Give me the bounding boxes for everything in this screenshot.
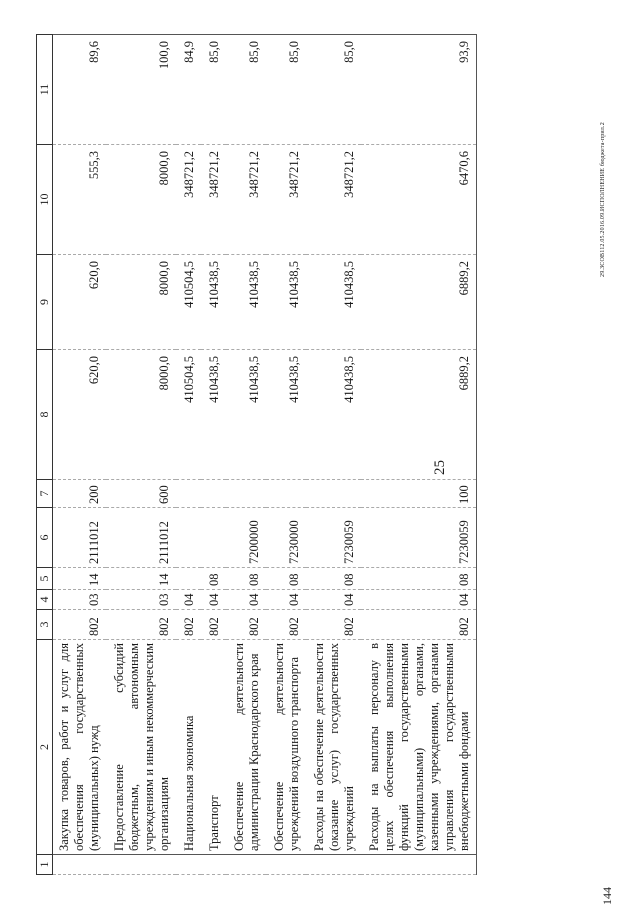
cell-rz: 04 — [176, 590, 201, 610]
table-row — [106, 35, 176, 875]
cell-isp: 6470,6 — [361, 145, 477, 255]
cell-ved: 802 — [361, 610, 477, 640]
cell-csr: 7230059 — [306, 508, 361, 568]
cell-ved: 802 — [226, 610, 266, 640]
cell-empty — [266, 855, 306, 875]
cell-isp: 348721,2 — [266, 145, 306, 255]
cell-ved: 802 — [176, 610, 201, 640]
cell-empty — [53, 855, 107, 875]
footer-filename: 29.ЗСОВ112.05.2016.09.ИСПОЛНЕНИЕ бюджета-прил.2 — [600, 122, 606, 277]
cell-pr: 08 — [361, 568, 477, 590]
cell-plan: 410438,5 — [201, 350, 226, 480]
cell-vr: 100 — [361, 480, 477, 508]
cell-utv: 8000,0 — [106, 255, 176, 350]
cell-csr: 7230059 — [361, 508, 477, 568]
cell-vr — [306, 480, 361, 508]
cell-utv: 410504,5 — [176, 255, 201, 350]
cell-empty — [201, 855, 226, 875]
cell-plan: 6889,2 — [361, 350, 477, 480]
cell-rz: 04 — [306, 590, 361, 610]
cell-isp: 348721,2 — [201, 145, 226, 255]
table-row — [226, 35, 266, 875]
cell-pct: 93,9 — [361, 35, 477, 145]
cell-isp: 555,3 — [53, 145, 107, 255]
cell-name: Обеспечение деятельности администрации Краснодарского края — [226, 640, 266, 855]
cell-pct: 85,0 — [266, 35, 306, 145]
cell-plan: 410438,5 — [226, 350, 266, 480]
cell-rz: 03 — [53, 590, 107, 610]
cell-vr: 200 — [53, 480, 107, 508]
cell-utv: 410438,5 — [226, 255, 266, 350]
cell-csr — [201, 508, 226, 568]
cell-pr: 08 — [306, 568, 361, 590]
col-header: 6 — [37, 508, 53, 568]
cell-csr: 2111012 — [106, 508, 176, 568]
cell-plan: 410438,5 — [266, 350, 306, 480]
cell-pct: 100,0 — [106, 35, 176, 145]
cell-utv: 410438,5 — [266, 255, 306, 350]
col-header: 9 — [37, 255, 53, 350]
col-header: 5 — [37, 568, 53, 590]
col-header: 8 — [37, 350, 53, 480]
cell-name: Транспорт — [201, 640, 226, 855]
col-header: 10 — [37, 145, 53, 255]
cell-vr — [201, 480, 226, 508]
cell-vr — [226, 480, 266, 508]
cell-pr: 08 — [266, 568, 306, 590]
cell-plan: 620,0 — [53, 350, 107, 480]
cell-utv: 6889,2 — [361, 255, 477, 350]
budget-table — [36, 34, 477, 875]
cell-plan: 410438,5 — [306, 350, 361, 480]
col-header: 11 — [37, 35, 53, 145]
cell-pct: 85,0 — [306, 35, 361, 145]
cell-vr — [176, 480, 201, 508]
cell-name: Закупка товаров, работ и услуг для обеспечения государственных (муниципальных) нужд — [53, 640, 107, 855]
cell-ved: 802 — [106, 610, 176, 640]
table-row — [306, 35, 361, 875]
cell-utv: 410438,5 — [306, 255, 361, 350]
cell-ved: 802 — [53, 610, 107, 640]
table-row — [53, 35, 107, 875]
table-row — [266, 35, 306, 875]
header-row — [37, 35, 53, 875]
cell-isp: 348721,2 — [306, 145, 361, 255]
col-header: 4 — [37, 590, 53, 610]
cell-empty — [361, 855, 477, 875]
page-number: 25 — [432, 460, 448, 475]
cell-name: Национальная экономика — [176, 640, 201, 855]
cell-utv: 410438,5 — [201, 255, 226, 350]
cell-empty — [106, 855, 176, 875]
cell-isp: 348721,2 — [226, 145, 266, 255]
cell-name: Расходы на обеспечение деятельности (оказание услуг) государственных учреждений — [306, 640, 361, 855]
cell-ved: 802 — [201, 610, 226, 640]
cell-plan: 8000,0 — [106, 350, 176, 480]
col-header: 1 — [37, 855, 53, 875]
cell-empty — [226, 855, 266, 875]
cell-empty — [306, 855, 361, 875]
cell-rz: 04 — [361, 590, 477, 610]
col-header: 3 — [37, 610, 53, 640]
cell-pct: 84,9 — [176, 35, 201, 145]
cell-rz: 03 — [106, 590, 176, 610]
col-header: 2 — [37, 640, 53, 855]
cell-csr: 7230000 — [266, 508, 306, 568]
cell-plan: 410504,5 — [176, 350, 201, 480]
cell-isp: 348721,2 — [176, 145, 201, 255]
cell-rz: 04 — [266, 590, 306, 610]
sheet-number: 144 — [600, 887, 614, 905]
cell-ved: 802 — [266, 610, 306, 640]
table-row — [176, 35, 201, 875]
cell-name: Предоставление субсидий бюджетным, автономным учреждениям и иным некоммерческим организациям — [106, 640, 176, 855]
cell-isp: 8000,0 — [106, 145, 176, 255]
cell-pr: 08 — [201, 568, 226, 590]
cell-pct: 89,6 — [53, 35, 107, 145]
table-row — [201, 35, 226, 875]
table-row — [361, 35, 477, 875]
col-header: 7 — [37, 480, 53, 508]
cell-rz: 04 — [226, 590, 266, 610]
cell-utv: 620,0 — [53, 255, 107, 350]
cell-pr — [176, 568, 201, 590]
cell-pr: 14 — [53, 568, 107, 590]
cell-csr — [176, 508, 201, 568]
cell-pct: 85,0 — [226, 35, 266, 145]
cell-name: Расходы на выплаты персоналу в целях обеспечения выполнения функций государственными (муниципальными) органами, казенными учреждениями, органами управления государственными внебюджетными фондами — [361, 640, 477, 855]
cell-name: Обеспечение деятельности учреждений воздушного транспорта — [266, 640, 306, 855]
cell-pct: 85,0 — [201, 35, 226, 145]
cell-vr: 600 — [106, 480, 176, 508]
cell-rz: 04 — [201, 590, 226, 610]
cell-ved: 802 — [306, 610, 361, 640]
cell-empty — [176, 855, 201, 875]
cell-pr: 14 — [106, 568, 176, 590]
cell-csr: 2111012 — [53, 508, 107, 568]
cell-csr: 7200000 — [226, 508, 266, 568]
cell-vr — [266, 480, 306, 508]
cell-pr: 08 — [226, 568, 266, 590]
